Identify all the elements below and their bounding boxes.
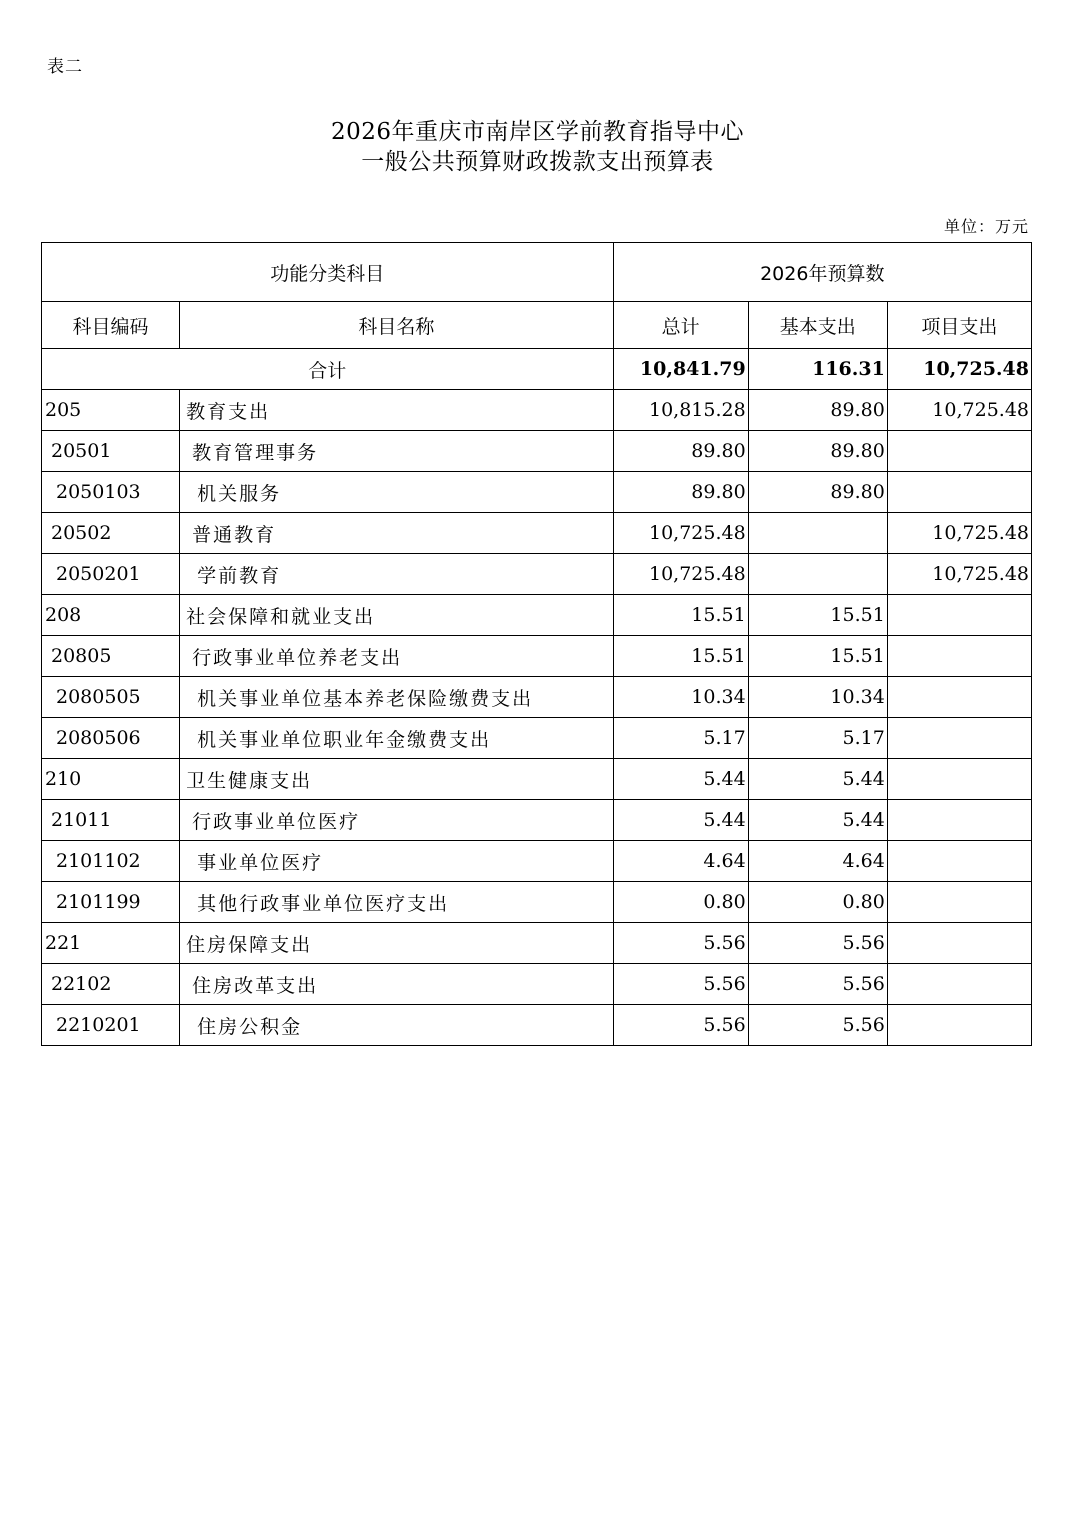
row-basic: 5.17 bbox=[748, 718, 887, 759]
budget-table bbox=[41, 242, 1032, 1046]
row-basic bbox=[748, 513, 887, 554]
row-name: 机关事业单位基本养老保险缴费支出 bbox=[180, 677, 613, 718]
row-project bbox=[887, 759, 1031, 800]
header-category: 功能分类科目 bbox=[42, 243, 614, 302]
row-project: 10,725.48 bbox=[887, 554, 1031, 595]
row-total: 4.64 bbox=[613, 841, 748, 882]
row-project: 10,725.48 bbox=[887, 513, 1031, 554]
row-basic: 5.44 bbox=[748, 759, 887, 800]
row-code: 2080505 bbox=[42, 677, 180, 718]
header-total: 总计 bbox=[613, 302, 748, 349]
row-project bbox=[887, 472, 1031, 513]
row-total: 10,725.48 bbox=[613, 554, 748, 595]
row-name: 住房公积金 bbox=[180, 1005, 613, 1046]
row-code: 2210201 bbox=[42, 1005, 180, 1046]
row-name: 其他行政事业单位医疗支出 bbox=[180, 882, 613, 923]
row-name: 住房改革支出 bbox=[180, 964, 613, 1005]
summary-project: 10,725.48 bbox=[887, 349, 1031, 390]
row-name: 住房保障支出 bbox=[180, 923, 613, 964]
table-row bbox=[42, 759, 1032, 800]
header-name: 科目名称 bbox=[180, 302, 613, 349]
row-basic: 0.80 bbox=[748, 882, 887, 923]
row-total: 89.80 bbox=[613, 472, 748, 513]
row-name: 社会保障和就业支出 bbox=[180, 595, 613, 636]
summary-total: 10,841.79 bbox=[613, 349, 748, 390]
row-code: 2101199 bbox=[42, 882, 180, 923]
table-row bbox=[42, 595, 1032, 636]
row-project bbox=[887, 923, 1031, 964]
row-name: 行政事业单位养老支出 bbox=[180, 636, 613, 677]
row-name: 行政事业单位医疗 bbox=[180, 800, 613, 841]
table-row bbox=[42, 882, 1032, 923]
header-budget: 2026年预算数 bbox=[613, 243, 1031, 302]
table-row bbox=[42, 718, 1032, 759]
row-basic: 5.56 bbox=[748, 923, 887, 964]
table-row bbox=[42, 472, 1032, 513]
row-code: 221 bbox=[42, 923, 180, 964]
row-project bbox=[887, 964, 1031, 1005]
row-basic: 5.44 bbox=[748, 800, 887, 841]
row-code: 2101102 bbox=[42, 841, 180, 882]
row-project bbox=[887, 431, 1031, 472]
table-row bbox=[42, 554, 1032, 595]
row-code: 210 bbox=[42, 759, 180, 800]
row-code: 2080506 bbox=[42, 718, 180, 759]
row-basic: 89.80 bbox=[748, 431, 887, 472]
table-row bbox=[42, 431, 1032, 472]
row-project: 10,725.48 bbox=[887, 390, 1031, 431]
row-basic: 5.56 bbox=[748, 1005, 887, 1046]
row-name: 卫生健康支出 bbox=[180, 759, 613, 800]
row-code: 20805 bbox=[42, 636, 180, 677]
table-row bbox=[42, 964, 1032, 1005]
row-name: 事业单位医疗 bbox=[180, 841, 613, 882]
row-code: 208 bbox=[42, 595, 180, 636]
summary-basic: 116.31 bbox=[748, 349, 887, 390]
row-total: 10,815.28 bbox=[613, 390, 748, 431]
unit-label: 单位：万元 bbox=[943, 217, 1029, 236]
row-basic: 89.80 bbox=[748, 390, 887, 431]
row-name: 机关服务 bbox=[180, 472, 613, 513]
row-code: 205 bbox=[42, 390, 180, 431]
row-code: 20502 bbox=[42, 513, 180, 554]
row-code: 22102 bbox=[42, 964, 180, 1005]
page-label: 表二 bbox=[47, 57, 83, 77]
summary-row bbox=[42, 349, 1032, 390]
table-subheader-row bbox=[42, 302, 1032, 349]
table-row bbox=[42, 513, 1032, 554]
row-total: 89.80 bbox=[613, 431, 748, 472]
row-name: 教育支出 bbox=[180, 390, 613, 431]
row-project bbox=[887, 677, 1031, 718]
row-basic: 15.51 bbox=[748, 595, 887, 636]
row-total: 0.80 bbox=[613, 882, 748, 923]
table-row bbox=[42, 923, 1032, 964]
table-row bbox=[42, 841, 1032, 882]
row-code: 20501 bbox=[42, 431, 180, 472]
row-name: 普通教育 bbox=[180, 513, 613, 554]
row-basic bbox=[748, 554, 887, 595]
summary-label: 合计 bbox=[42, 349, 614, 390]
page-title: 2026年重庆市南岸区学前教育指导中心 bbox=[330, 119, 745, 145]
table-header-row bbox=[42, 243, 1032, 302]
row-code: 2050201 bbox=[42, 554, 180, 595]
row-basic: 5.56 bbox=[748, 964, 887, 1005]
row-total: 10,725.48 bbox=[613, 513, 748, 554]
table-row bbox=[42, 677, 1032, 718]
row-total: 15.51 bbox=[613, 636, 748, 677]
row-total: 5.56 bbox=[613, 923, 748, 964]
header-basic: 基本支出 bbox=[748, 302, 887, 349]
row-total: 15.51 bbox=[613, 595, 748, 636]
row-code: 2050103 bbox=[42, 472, 180, 513]
header-code: 科目编码 bbox=[42, 302, 180, 349]
row-name: 机关事业单位职业年金缴费支出 bbox=[180, 718, 613, 759]
table-row bbox=[42, 800, 1032, 841]
row-project bbox=[887, 882, 1031, 923]
row-total: 5.56 bbox=[613, 1005, 748, 1046]
row-total: 5.44 bbox=[613, 800, 748, 841]
page-subtitle: 一般公共预算财政拨款支出预算表 bbox=[361, 149, 714, 175]
row-code: 21011 bbox=[42, 800, 180, 841]
row-name: 学前教育 bbox=[180, 554, 613, 595]
row-total: 10.34 bbox=[613, 677, 748, 718]
table-row bbox=[42, 1005, 1032, 1046]
row-basic: 15.51 bbox=[748, 636, 887, 677]
row-project bbox=[887, 1005, 1031, 1046]
row-project bbox=[887, 800, 1031, 841]
row-basic: 89.80 bbox=[748, 472, 887, 513]
table-row bbox=[42, 636, 1032, 677]
row-total: 5.17 bbox=[613, 718, 748, 759]
row-basic: 10.34 bbox=[748, 677, 887, 718]
row-project bbox=[887, 841, 1031, 882]
row-total: 5.44 bbox=[613, 759, 748, 800]
table-row bbox=[42, 390, 1032, 431]
row-project bbox=[887, 718, 1031, 759]
header-project: 项目支出 bbox=[887, 302, 1031, 349]
row-basic: 4.64 bbox=[748, 841, 887, 882]
row-total: 5.56 bbox=[613, 964, 748, 1005]
row-name: 教育管理事务 bbox=[180, 431, 613, 472]
row-project bbox=[887, 636, 1031, 677]
row-project bbox=[887, 595, 1031, 636]
